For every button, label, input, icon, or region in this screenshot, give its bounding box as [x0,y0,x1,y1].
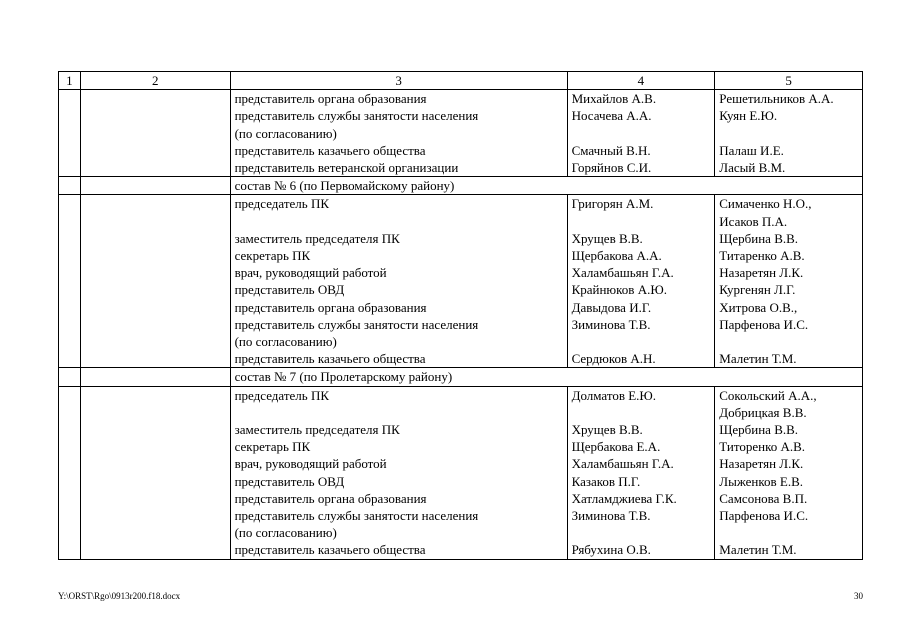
cell-empty [80,195,230,368]
reserve-name [719,524,858,541]
role-line: представитель органа образования [234,299,427,315]
member-name: Казаков П.Г. [571,473,641,489]
reserve-name: Назаретян Л.К. [719,456,804,472]
role-line: заместитель председателя ПК [234,422,400,438]
section-cell-empty [80,177,230,195]
role-line: (по согласованию) [234,334,337,350]
header-col-3: 3 [230,72,567,90]
table-row [59,90,863,177]
cell-number [59,386,81,559]
cell-empty [80,386,230,559]
reserve-name: Щербина В.В. [719,230,799,246]
member-name: Смачный В.Н. [571,142,651,158]
header-col-4: 4 [567,72,715,90]
reserve-name: Щербина В.В. [719,422,799,438]
member-cell [567,90,715,177]
member-name [572,404,711,421]
header-row [59,72,863,90]
table-row [59,386,863,559]
reserve-name: Исаков П.А. [719,213,788,229]
role-line: представитель ОВД [234,473,345,489]
member-name: Халамбашьян Г.А. [571,456,674,472]
section-cell-empty [59,368,81,386]
reserve-name: Куян Е.Ю. [719,108,778,124]
role-line: секретарь ПК [234,248,311,264]
member-name: Халамбашьян Г.А. [571,265,674,281]
reserve-name: Палаш И.Е. [719,142,784,158]
reserve-cell [715,386,863,559]
member-name: Хатламджиева Г.К. [571,490,677,506]
role-line: представитель органа образования [234,91,427,107]
member-name [572,524,711,541]
role-line: представитель службы занятости населения [234,316,479,332]
reserve-name: Добрицкая В.В. [719,404,807,420]
header-col-2: 2 [80,72,230,90]
role-line: представитель ветеранской организации [234,160,459,176]
member-cell [567,195,715,368]
member-name: Давыдова И.Г. [571,299,652,315]
cell-empty [80,90,230,177]
member-name: Зиминова Т.В. [571,316,651,332]
member-name: Хрущев В.В. [571,230,643,246]
reserve-name: Парфенова И.С. [719,508,809,524]
role-line [235,213,563,230]
reserve-name: Симаченко Н.О., [719,196,812,212]
reserve-name: Лыженков Е.В. [719,473,804,489]
role-line: председатель ПК [234,387,330,403]
member-cell [567,386,715,559]
member-name: Горяйнов С.И. [571,160,652,175]
role-line: представитель ОВД [234,282,345,298]
document-table-wrapper [58,71,863,560]
section-title: состав № 6 (по Первомайскому району) [230,177,862,195]
member-name: Долматов Е.Ю. [571,387,657,403]
reserve-name: Парфенова И.С. [719,316,809,332]
reserve-name: Хитрова О.В., [719,299,798,315]
section-cell-empty [59,177,81,195]
member-name: Зиминова Т.В. [571,508,651,524]
member-name: Сердюков А.Н. [571,351,656,367]
member-name: Носачева А.А. [571,108,652,124]
commission-table [58,71,863,560]
role-line: представитель службы занятости населения [234,508,479,524]
section-row [59,368,863,386]
role-line: представитель казачьего общества [234,351,426,367]
section-title: состав № 7 (по Пролетарскому району) [230,368,862,386]
reserve-name: Титаренко А.В. [719,248,805,264]
reserve-name: Решетильников А.А. [719,91,834,107]
member-name [572,213,711,230]
cell-number [59,90,81,177]
cell-number [59,195,81,368]
reserve-name: Сокольский А.А., [719,387,817,403]
member-name: Щербакова Е.А. [571,439,661,455]
role-cell [230,90,567,177]
reserve-name: Самсонова В.П. [719,490,808,506]
header-col-1: 1 [59,72,81,90]
role-line: представитель казачьего общества [234,142,426,158]
role-line: секретарь ПК [234,439,311,455]
reserve-name: Малетин Т.М. [719,351,797,367]
reserve-name [719,125,858,142]
footer-page-number: 30 [854,591,863,601]
reserve-cell [715,195,863,368]
reserve-name: Титоренко А.В. [719,439,806,455]
reserve-name [719,333,858,350]
role-line: (по согласованию) [234,125,337,141]
member-name [572,125,711,142]
reserve-name: Назаретян Л.К. [719,265,804,281]
role-line: заместитель председателя ПК [234,230,400,246]
role-line: представитель службы занятости населения [234,108,479,124]
reserve-name: Ласый В.М. [719,160,786,175]
role-line: председатель ПК [234,196,330,212]
table-row [59,195,863,368]
member-name: Крайнюков А.Ю. [571,282,667,298]
member-name: Григорян А.М. [571,196,654,212]
role-line: (по согласованию) [234,525,337,541]
role-line: представитель казачьего общества [234,542,426,558]
table-body [59,90,863,559]
role-line: врач, руководящий работой [234,265,387,281]
role-line [235,404,563,421]
member-name: Щербакова А.А. [571,248,662,264]
role-cell [230,195,567,368]
section-row [59,177,863,195]
footer-file-path: Y:\ORST\Rgo\0913r200.f18.docx [58,591,181,601]
member-name: Рябухина О.В. [571,542,651,558]
header-col-5: 5 [715,72,863,90]
section-cell-empty [80,368,230,386]
role-cell [230,386,567,559]
reserve-cell [715,90,863,177]
member-name: Хрущев В.В. [571,422,643,438]
member-name [572,333,711,350]
reserve-name: Малетин Т.М. [719,542,797,558]
member-name: Михайлов А.В. [571,91,657,107]
role-line: врач, руководящий работой [234,456,387,472]
reserve-name: Кургенян Л.Г. [719,282,796,298]
role-line: представитель органа образования [234,490,427,506]
